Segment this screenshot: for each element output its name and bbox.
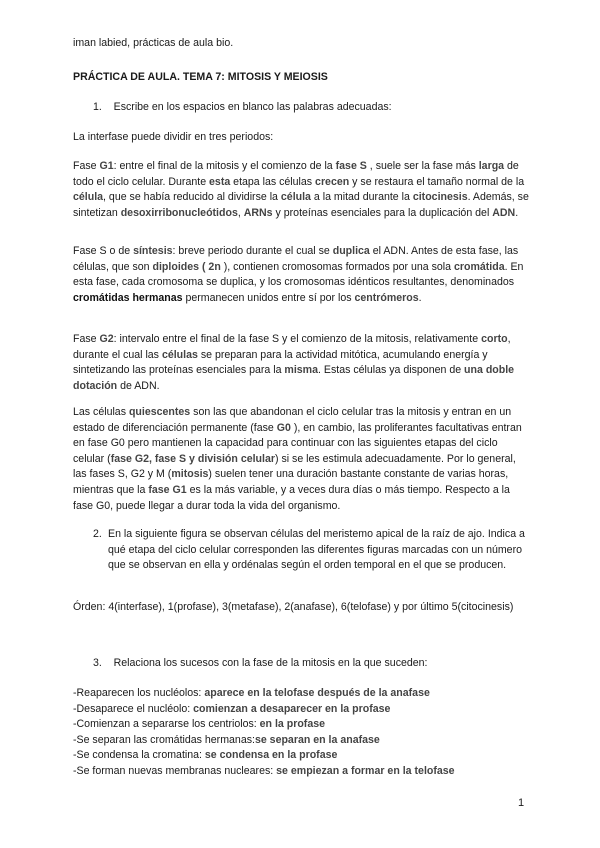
text: son las que abandonan el ciclo celular tras la mitosis y entran en un estado de diferenciación permanente (fase <box>73 406 512 434</box>
answer: síntesis <box>133 245 173 257</box>
text: . Estas células ya disponen de <box>318 364 465 377</box>
question-2-text: En la siguiente figura se observan células del meristemo apical de la raíz de ajo. Indica a qué etapa del ciclo celular corresponden las diferentes figuras marcadas con un número que se observan en ella y ordénalas según el orden temporal en el que se producen. <box>108 528 525 572</box>
paragraph-g2 <box>73 332 531 394</box>
list-item <box>73 717 531 733</box>
text: etapa las células <box>230 175 316 188</box>
answer: crecen <box>315 175 350 188</box>
answer: citocinesis <box>412 191 468 204</box>
question-2-number: 2. <box>93 528 102 540</box>
text: es la más variable, y a veces dura días o más tiempo. Respecto a la fase G0, puede llegar a durar toda la vida del organismo. <box>73 483 510 512</box>
text: Fase <box>73 160 100 172</box>
text: . Además, se sintetizan <box>73 191 529 219</box>
answer: célula <box>280 191 311 204</box>
question-1 <box>93 100 551 116</box>
list-item <box>73 733 531 749</box>
answer: misma <box>284 364 318 377</box>
event-text: -Se separan las cromátidas hermanas: <box>73 733 255 746</box>
question-3 <box>93 656 551 672</box>
intro-text: La interfase puede dividir en tres periodos: <box>73 131 274 143</box>
answer: quiescentes <box>128 406 191 418</box>
answer: G0 <box>276 421 291 434</box>
text: el ADN. Antes de esta fase, las células, que son <box>73 245 519 273</box>
event-text: -Desaparece el nucléolo: <box>73 702 194 715</box>
answer: centrómeros <box>354 291 419 304</box>
answer: esta <box>209 175 231 188</box>
answer: mitosis <box>171 468 209 481</box>
event-text: -Reaparecen los nucléolos: <box>73 687 205 699</box>
text: ), en cambio, las proliferantes facultativas entran en fase G0 pero mantienen la capacidad para continuar con las siguientes etapas del ciclo celular ( <box>73 421 522 465</box>
answer: diploides ( 2n <box>152 260 224 273</box>
event-text: -Se forman nuevas membranas nucleares: <box>73 764 277 777</box>
question-1-text: Escribe en los espacios en blanco las palabras adecuadas: <box>113 101 392 113</box>
text: Las células <box>73 406 129 418</box>
answer: célula <box>73 191 104 204</box>
event-answer: se empiezan a formar en la telofase <box>276 764 455 777</box>
text: y se restaura el tamaño normal de la <box>349 175 525 188</box>
event-answer: en la profase <box>259 718 326 731</box>
text: , <box>237 206 244 219</box>
list-item <box>73 702 531 718</box>
text: Fase S o de <box>73 245 134 257</box>
answer: cromátida <box>453 260 505 273</box>
answer: desoxirribonucleótidos <box>120 206 238 219</box>
text: : entre el final de la mitosis y el comienzo de la <box>113 160 336 172</box>
answer: G2 <box>99 333 114 345</box>
text: : intervalo entre el final de la fase S y el comienzo de la mitosis, relativamente <box>113 333 482 345</box>
text: de todo el ciclo celular. Durante <box>73 160 519 188</box>
text: , durante el cual las <box>73 333 511 361</box>
text: ) suelen tener una duración bastante constante de varias horas, mientras que la <box>73 468 509 496</box>
text: , suele ser la fase más <box>366 160 479 172</box>
text: , que se había reducido al dividirse la <box>103 191 281 204</box>
answer: ADN <box>492 206 516 219</box>
text: Fase <box>73 333 100 345</box>
text: y proteínas esenciales para la duplicación del <box>272 206 493 219</box>
answer: cromátidas hermanas <box>73 291 183 304</box>
answer: células <box>161 348 198 361</box>
text: a la mitad durante la <box>310 191 413 204</box>
order-answer: Órden: 4(interfase), 1(profase), 3(metafase), 2(anafase), 6(telofase) y por último 5(citocinesis) <box>73 601 514 613</box>
list-item <box>73 764 531 780</box>
answer: fase S <box>335 160 367 172</box>
event-answer: aparece en la telofase después de la anafase <box>204 687 430 699</box>
event-answer: se condensa en la profase <box>204 749 338 762</box>
page-number: 1 <box>518 797 525 809</box>
answer: duplica <box>332 245 370 257</box>
list-item <box>73 686 531 702</box>
text: ) si se les estimula adecuadamente. Por lo general, las fases S, G2 y M ( <box>73 452 516 481</box>
answer: larga <box>478 160 505 172</box>
answer: fase G2, fase S y división celular <box>110 452 275 465</box>
paragraph-g0 <box>73 405 531 514</box>
events-list <box>73 686 531 780</box>
text: . <box>418 291 422 304</box>
text: . En esta fase, cada cromosoma se duplica, y los cromosomas idénticos resultantes, denominados <box>73 260 524 289</box>
answer: corto <box>481 333 508 345</box>
list-item <box>73 748 531 764</box>
answer: fase G1 <box>148 483 187 496</box>
question-3-number: 3. <box>93 657 102 669</box>
question-3-text: Relaciona los sucesos con la fase de la mitosis en la que suceden: <box>113 657 428 669</box>
event-answer: comienzan a desaparecer en la profase <box>193 702 391 715</box>
text: de ADN. <box>117 379 160 392</box>
question-1-number: 1. <box>93 101 102 113</box>
paragraph-g1 <box>73 159 531 221</box>
answer: ARNs <box>243 206 273 219</box>
answer: G1 <box>99 160 114 172</box>
page-title: PRÁCTICA DE AULA. TEMA 7: MITOSIS Y MEIOSIS <box>73 71 328 83</box>
text: permanecen unidos entre sí por los <box>182 291 355 304</box>
answer: una doble dotación <box>73 364 515 392</box>
text: se preparan para la actividad mitótica, acumulando energía y sintetizando las proteínas esenciales para la <box>73 348 488 377</box>
event-text: -Se condensa la cromatina: <box>73 749 205 762</box>
page-header: iman labied, prácticas de aula bio. <box>73 37 234 49</box>
text: ), contienen cromosomas formados por una sola <box>223 260 454 273</box>
text: . <box>515 206 519 219</box>
event-answer: se separan en la anafase <box>254 733 380 746</box>
paragraph-s <box>73 244 531 306</box>
text: : breve periodo durante el cual se <box>172 245 333 257</box>
event-text: -Comienzan a separarse los centriolos: <box>73 718 260 731</box>
